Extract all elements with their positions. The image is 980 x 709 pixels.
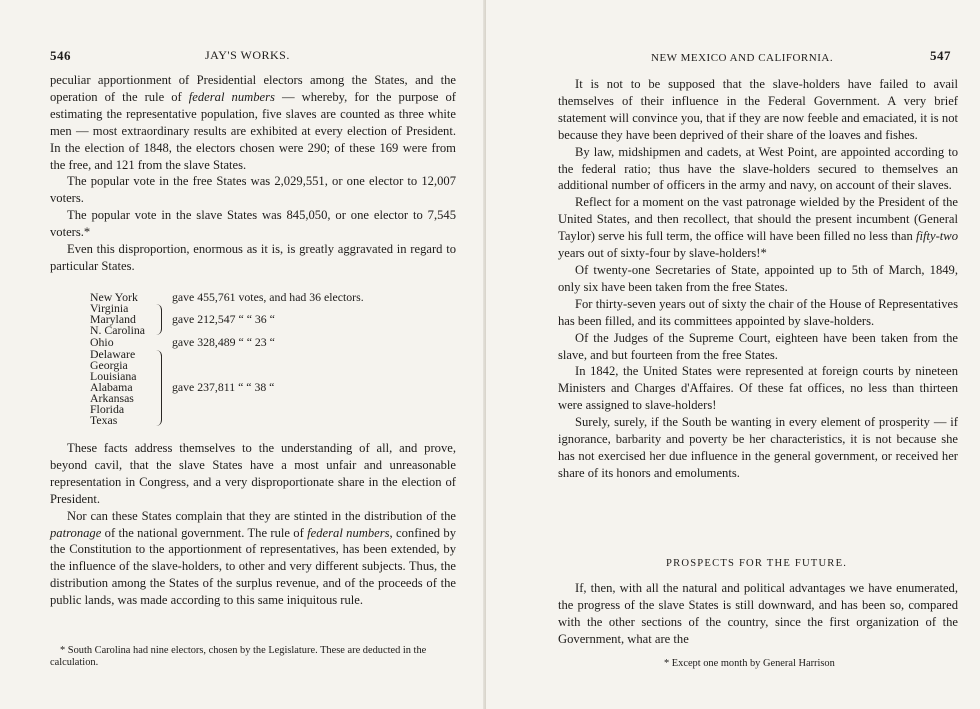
- brace: [156, 350, 162, 426]
- left-footnote: * South Carolina had nine electors, chosen by the Legislature. These are deducted in the calculation.: [50, 645, 427, 668]
- table-row-state: Delaware: [90, 347, 136, 361]
- para-disproportion: Even this disproportion, enormous as it is, is greatly aggravated in regard to particular States.: [50, 242, 456, 273]
- para-6: Of the Judges of the Supreme Court, eighteen have been taken from the slave, and but fourteen from the free States.: [558, 330, 958, 362]
- table-row-state: Virginia: [90, 301, 129, 315]
- para-facts: These facts address themselves to the understanding of all, and prove, beyond cavil, that the slave States have a most unfair and unreasonable representation in Congress, and a very disproportionate share in the election of President.: [50, 441, 456, 506]
- table-row-state: N. Carolina: [90, 323, 146, 337]
- table-row-state: Arkansas: [90, 391, 134, 405]
- para-1: It is not to be supposed that the slave-holders have failed to avail themselves of their influence in the Federal Government. A very brief statement will convince you, that if they are now feeble and emaciated, it is not because they have been deprived of their share of the loaves and fishes.: [558, 77, 958, 142]
- para-4: Of twenty-one Secretaries of State, appointed up to 5th of March, 1849, only six have been taken from the free States.: [558, 262, 958, 294]
- left-page-number: 546: [50, 48, 71, 63]
- table-row-state: Texas: [90, 413, 118, 427]
- right-main-text: [558, 76, 958, 482]
- table-row-state: Louisiana: [90, 369, 137, 383]
- table-row-gave: gave 455,761 votes, and had 36 electors.: [172, 290, 364, 304]
- table-row-state: Maryland: [90, 312, 136, 326]
- para-9: If, then, with all the natural and political advantages we have enumerated, the progress of the slave States is still downward, and has been so, compared with the other sections of the country, since the first organization of the Government, what are the: [558, 581, 958, 646]
- electors-table: [90, 292, 460, 432]
- table-row-state: Florida: [90, 402, 125, 416]
- right-lower-text: [558, 580, 958, 648]
- para-popular-free: The popular vote in the free States was 2,029,551, or one elector to 12,007 voters.: [50, 174, 456, 206]
- para-3: Reflect for a moment on the vast patronage wielded by the President of the United States, and then recollect, that should the present incumbent (General Taylor) serve his full term, the office will have been filled no less than fifty-two years out of sixty-four by slave-holders!*: [558, 195, 958, 261]
- left-intro-text: peculiar apportionment of Presidential electors among the States, and the operation of the rule of federal numbers — whereby, for the purpose of estimating the representative population, five slaves are counted as three white men — most extraordinary results are exhibited at every election of President. In the election of 1848, the electors chosen were 290; of these 169 were from the free, and 121 from the slave States. The popular vote in the free States was 2,029,551, or one elector to 12,007 voters. The popular vote in the slave States was 845,050, or one elector to 7,545 voters.* Even this disproportion, enormous as it is, is greatly aggravated in regard to particular States.: [50, 73, 457, 273]
- para-7: In 1842, the United States were represented at foreign courts by nineteen Ministers and Charges d'Affaires. Of these fat offices, no less than thirteen were assigned to slave-holders!: [558, 364, 958, 413]
- brace: [156, 304, 162, 335]
- table-row-gave: gave 212,547 “ “ 36 “: [172, 312, 275, 326]
- para-2: By law, midshipmen and cadets, at West Point, are appointed according to the federal ratio; thus have the slave-holders secured to themselves an additional number of officers in the army and navy, on account of their slaves.: [558, 144, 958, 193]
- right-page-number: 547: [930, 48, 951, 63]
- table-row-gave: gave 328,489 “ “ 23 “: [172, 335, 275, 349]
- para-popular-slave: The popular vote in the slave States was 845,050, or one elector to 7,545 voters.*: [50, 208, 456, 240]
- para-nor: Nor can these States complain that they are stinted in the distribution of the patronage of the national government. The rule of federal numbers, confined by the Constitution to the apportionment of representatives, has been extended, by the influence of the slave-holders, to other and very different subjects. Thus, the distribution among the States of the surplus revenue, and of the proceeds of the public lands, was made according to this same iniquitous rule.: [50, 508, 456, 608]
- table-row-state: New York: [90, 290, 138, 304]
- left-page: [0, 0, 486, 709]
- para-8: Surely, surely, if the South be wanting in every element of prosperity — if ignorance, barbarity and poverty be her characteristics, it is not because she has not exercised her due influence in the general government, or received her share of its honors and emoluments.: [558, 415, 958, 480]
- table-row-state: Alabama: [90, 380, 133, 394]
- table-row-state: Ohio: [90, 335, 114, 349]
- right-page: [486, 0, 980, 709]
- right-running-head: NEW MEXICO AND CALIFORNIA.: [651, 52, 834, 64]
- left-running-head: JAY'S WORKS.: [205, 48, 290, 62]
- right-footnote: * Except one month by General Harrison: [664, 658, 835, 669]
- table-row-gave: gave 237,811 “ “ 38 “: [172, 380, 275, 394]
- left-lower-text: [50, 440, 456, 609]
- table-row-state: Georgia: [90, 358, 128, 372]
- para-5: For thirty-seven years out of sixty the chair of the House of Representatives has been filled, and its committees appointed by slave-holders.: [558, 296, 958, 328]
- section-heading: PROSPECTS FOR THE FUTURE.: [666, 558, 848, 569]
